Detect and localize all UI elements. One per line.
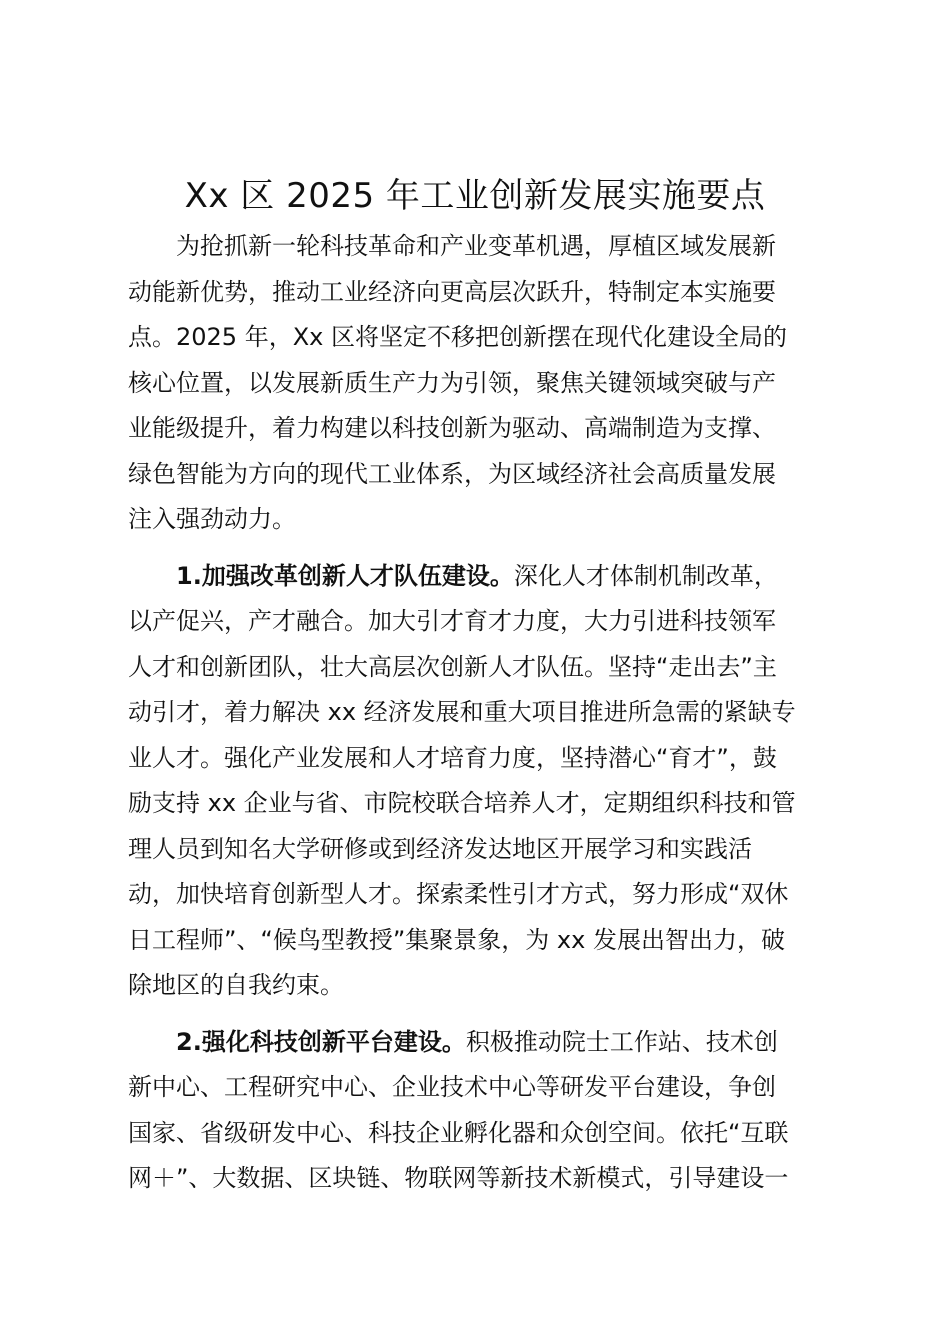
section-1-line: 动，加快培育创新型人才。探索柔性引才方式，努力形成“双休 (128, 880, 789, 908)
section-2-heading: 2.强化科技创新平台建设。 (176, 1027, 466, 1056)
section-2-paragraph (128, 1020, 834, 1202)
intro-line: 动能新优势，推动工业经济向更高层次跃升，特制定本实施要 (128, 277, 776, 306)
section-1-first-line (128, 554, 834, 600)
document-title: Xx 区 2025 年工业创新发展实施要点 (184, 176, 766, 216)
section-1-line: 日工程师”、“候鸟型教授”集聚景象，为 xx 发展出智出力，破 (128, 925, 785, 954)
section-2-first-line (128, 1020, 834, 1066)
intro-line: 业能级提升，着力构建以科技创新为驱动、高端制造为支撑、 (128, 414, 776, 442)
intro-line: 核心位置，以发展新质生产力为引领，聚焦关键领域突破与产 (128, 368, 776, 397)
document-body (128, 224, 834, 1213)
section-1-paragraph (128, 554, 834, 1009)
intro-line: 注入强劲动力。 (128, 505, 296, 533)
section-1-heading: 1.加强改革创新人才队伍建设。 (176, 561, 514, 590)
section-1-line: 业人才。强化产业发展和人才培育力度，坚持潜心“育才”，鼓 (128, 743, 777, 772)
section-2-line: 网＋”、大数据、区块链、物联网等新技术新模式，引导建设一 (128, 1164, 789, 1192)
section-1-line: 人才和创新团队，壮大高层次创新人才队伍。坚持“走出去”主 (128, 652, 777, 681)
section-1-first-line-text: 深化人才体制机制改革， (513, 561, 778, 590)
intro-paragraph (128, 224, 834, 543)
section-1-line: 动引才，着力解决 xx 经济发展和重大项目推进所急需的紧缺专 (128, 698, 796, 726)
section-1-line: 除地区的自我约束。 (128, 971, 344, 999)
intro-line: 绿色智能为方向的现代工业体系，为区域经济社会高质量发展 (128, 459, 776, 488)
section-2-line: 国家、省级研发中心、科技企业孵化器和众创空间。依托“互联 (128, 1118, 789, 1147)
section-2-first-line-text: 积极推动院士工作站、技术创 (465, 1027, 778, 1056)
intro-line: 为抢抓新一轮科技革命和产业变革机遇，厚植区域发展新 (176, 232, 776, 260)
section-1-line: 理人员到知名大学研修或到经济发达地区开展学习和实践活 (128, 834, 752, 863)
section-1-line: 励支持 xx 企业与省、市院校联合培养人才，定期组织科技和管 (128, 789, 796, 817)
section-2-line: 新中心、工程研究中心、企业技术中心等研发平台建设，争创 (128, 1073, 776, 1101)
intro-line: 点。2025 年，Xx 区将坚定不移把创新摆在现代化建设全局的 (128, 323, 787, 351)
section-1-line: 以产促兴，产才融合。加大引才育才力度，大力引进科技领军 (128, 607, 776, 635)
